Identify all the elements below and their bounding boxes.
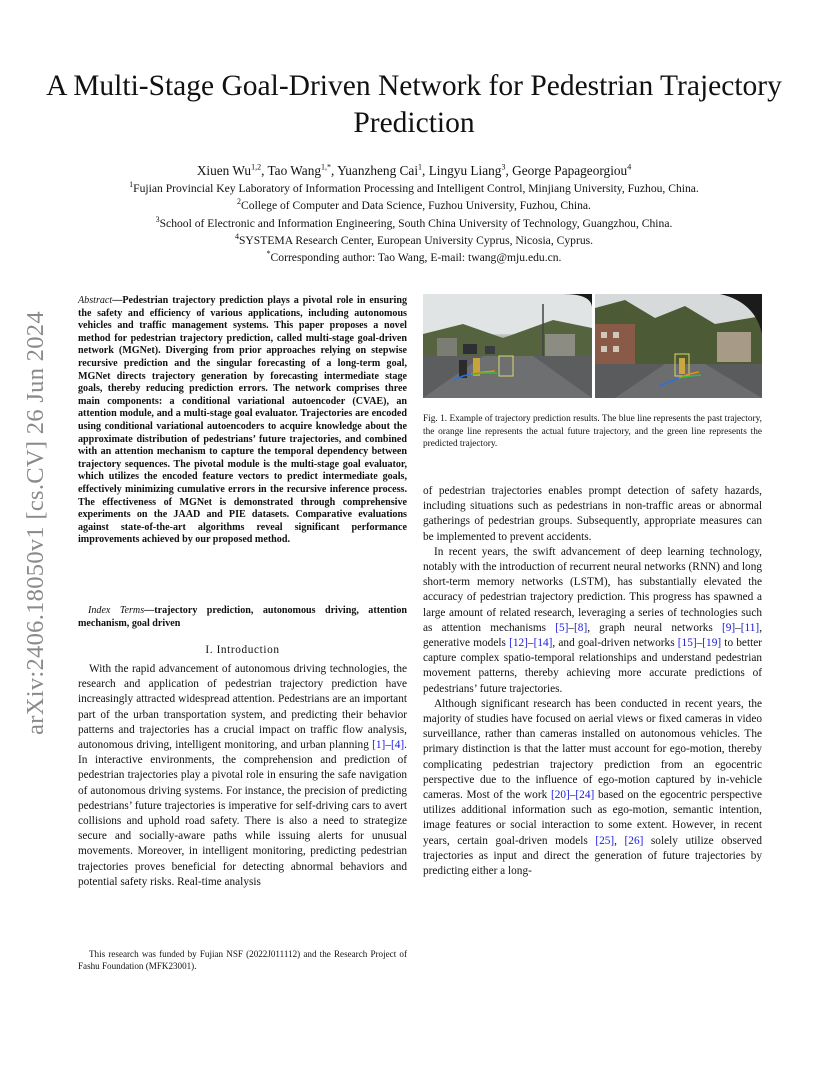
- figure-caption: Fig. 1. Example of trajectory prediction results. The blue line represents the past trajectory, the orange line represents the actual future trajectory, and the green line represents the predicted trajectory.: [423, 414, 762, 450]
- arxiv-identifier: arXiv:2406.18050v1 [cs.CV] 26 Jun 2024: [22, 311, 49, 735]
- citation-link[interactable]: [20]: [550, 789, 570, 802]
- citation-link[interactable]: [8]: [574, 621, 588, 634]
- citation-link[interactable]: [9]: [721, 621, 736, 634]
- citation-link[interactable]: [24]: [575, 789, 595, 802]
- citation-link[interactable]: [14]: [533, 637, 553, 650]
- index-terms-text: —trajectory prediction, autonomous driving, attention mechanism, goal driven: [78, 605, 407, 629]
- affiliation: $^1$Fujian Provincial Key Laboratory of Information Processing and Intelligent Control, Minjiang University, Fuzhou, China.: [129, 180, 699, 195]
- arxiv-side-stamp: [0, 0, 60, 1072]
- corresponding-author: *Corresponding author: Tao Wang, E-mail: twang@mju.edu.cn.: [266, 249, 562, 265]
- citation-link[interactable]: [1]: [372, 739, 386, 752]
- citation-link[interactable]: [15]: [677, 637, 697, 650]
- author: Xiuen Wu$^{1,2}$: [196, 162, 262, 178]
- abstract: [78, 295, 407, 547]
- introduction-text: [78, 662, 407, 890]
- citation-link[interactable]: [5]: [555, 621, 569, 634]
- citation-link[interactable]: [11]: [740, 621, 760, 634]
- abstract-text: —Pedestrian trajectory prediction plays a pivotal role in ensuring the safety and efficiency of various applications, including autonomous vehicles and traffic management systems. This paper proposes a novel method for pedestrian trajectory prediction, called multi-stage goal-driven network (MGNet). Diverging from prior approaches relying on stepwise recursive prediction and the singular forecasting of a long-term goal, MGNet directs trajectory generation by forecasting intermediate stage goals, thereby reducing prediction errors. The network comprises three main components: a conditional variational autoencoder (CVAE), an attention module, and a multi-stage goal evaluator. Trajectories are encoded using conditional variational autoencoders to acquire knowledge about the approximate distribution of pedestrians’ future trajectories, and combined with an attention mechanism to capture the temporal dependency between trajectory sequences. The pivotal module is the multi-stage goal evaluator, which utilizes the encoded feature vectors to predict intermediate goals, effectively minimizing cumulative errors in the recursive inference process. The effectiveness of MGNet is demonstrated through comprehensive experiments on the JAAD and PIE datasets. Comparative evaluations against state-of-the-art algorithms reveal significant performance improvements achieved by our proposed method.: [78, 295, 407, 546]
- paragraph: With the rapid advancement of autonomous driving technologies, the research and application of pedestrian trajectory prediction have increasingly attracted widespread attention. Pedestrians are an important part of the urban transportation system, and predicting their behavior patterns and trajectories has a crucial impact on traffic flow analysis, autonomous driving, intelligent monitoring, and urban planning [1]–[4]. In interactive environments, the comprehension and prediction of pedestrian trajectories play a pivotal role in ensuring the safe navigation of autonomous driving systems. For instance, the precision of predicting pedestrians’ future trajectories is imperative for self-driving cars to avert collisions and uphold road safety. There is also a need to strategize secure and socially-aware paths while issuing alerts for unusual movements. Moreover, in intelligent monitoring, predicting pedestrian trajectories proves beneficial for detecting abnormal behaviors and potential safety risks. Real-time analysis: [78, 663, 407, 888]
- paragraph: of pedestrian trajectories enables prompt detection of safety hazards, including situations such as pedestrians in non-traffic areas or abnormal gatherings of pedestrian groups. Subsequently, appropriate measures can be implemented to prevent accidents.: [423, 485, 762, 543]
- affiliation: $^4$SYSTEMA Research Center, European University Cyprus, Nicosia, Cyprus.: [234, 232, 594, 247]
- affiliation: $^2$College of Computer and Data Science, Fuzhou University, Fuzhou, China.: [237, 197, 591, 213]
- citation-link[interactable]: [19]: [702, 637, 722, 650]
- street-scene-photo: [423, 294, 592, 398]
- section-heading-introduction: I. Introduction: [205, 644, 280, 656]
- author: Yuanzheng Cai$^1$: [337, 162, 423, 178]
- street-scene-drawing: [423, 294, 592, 398]
- citation-link[interactable]: [26]: [624, 834, 644, 847]
- citation-link[interactable]: [4]: [390, 739, 405, 752]
- street-scene-drawing: [595, 294, 762, 398]
- author: Lingyu Liang$^3$: [428, 162, 506, 178]
- abstract-label: Abstract: [78, 295, 113, 306]
- citation-link[interactable]: [12]: [509, 637, 528, 650]
- street-scene-photo: [595, 294, 762, 398]
- paragraph: In recent years, the swift advancement of deep learning technology, notably with the introduction of recurrent neural networks (RNN) and long short-term memory networks (LSTM), has substantially elevated the accuracy of pedestrian trajectory prediction. This progress has spawned a large amount of related research, leveraging a series of technologies such as attention mechanisms [5]–[8], graph neural networks [9]–[11], generative models [12]–[14], and goal-driven networks [15]–[19] to better capture complex spatio-temporal relationships and understand pedestrian movement patterns, thereby achieving more accurate predictions of pedestrians’ future trajectories.: [423, 545, 763, 695]
- index-terms: [78, 605, 407, 630]
- citation-link[interactable]: [25]: [595, 834, 615, 847]
- figure-1: [423, 294, 762, 398]
- paragraph: Although significant research has been conducted in recent years, the majority of studies have focused on aerial views or fixed cameras in video surveillance, rather than cameras installed on autonomous vehicles. The primary distinction is that the latter must account for ego-motion, thereby complicating pedestrian trajectory prediction from an egocentric perspective due to the influence of ego-motion captured by in-vehicle cameras. Most of the work [20]–[24] based on the egocentric perspective utilizes additional information such as ego-motion, semantic intention, image features or social interaction to some extent. However, in recent years, certain goal-driven models [25], [26] solely utilize observed trajectories as input and direct the generation of future trajectories by predicting either a long-: [423, 697, 763, 878]
- index-terms-label: Index Terms: [88, 605, 145, 616]
- author: George Papageorgiou$^4$: [512, 162, 632, 178]
- author-list: Xiuen Wu$^{1,2}$, Tao Wang$^{1,*}$, Yuanzheng Cai$^1$, Lingyu Liang$^3$, George Papageorgiou$^4$: [196, 162, 632, 178]
- paper-title: A Multi-Stage Goal-Driven Network for Pedestrian Trajectory Prediction: [46, 70, 782, 139]
- funding-footnote: This research was funded by Fujian NSF (2022J011112) and the Research Project of Fashu Foundation (MFK23001).: [78, 949, 407, 971]
- author: Tao Wang$^{1,*}$: [267, 162, 331, 178]
- affiliation-list: [40, 180, 788, 266]
- affiliation: $^3$School of Electronic and Information Engineering, South China University of Technology, Guangzhou, China.: [155, 214, 673, 230]
- right-column-text: [423, 484, 762, 879]
